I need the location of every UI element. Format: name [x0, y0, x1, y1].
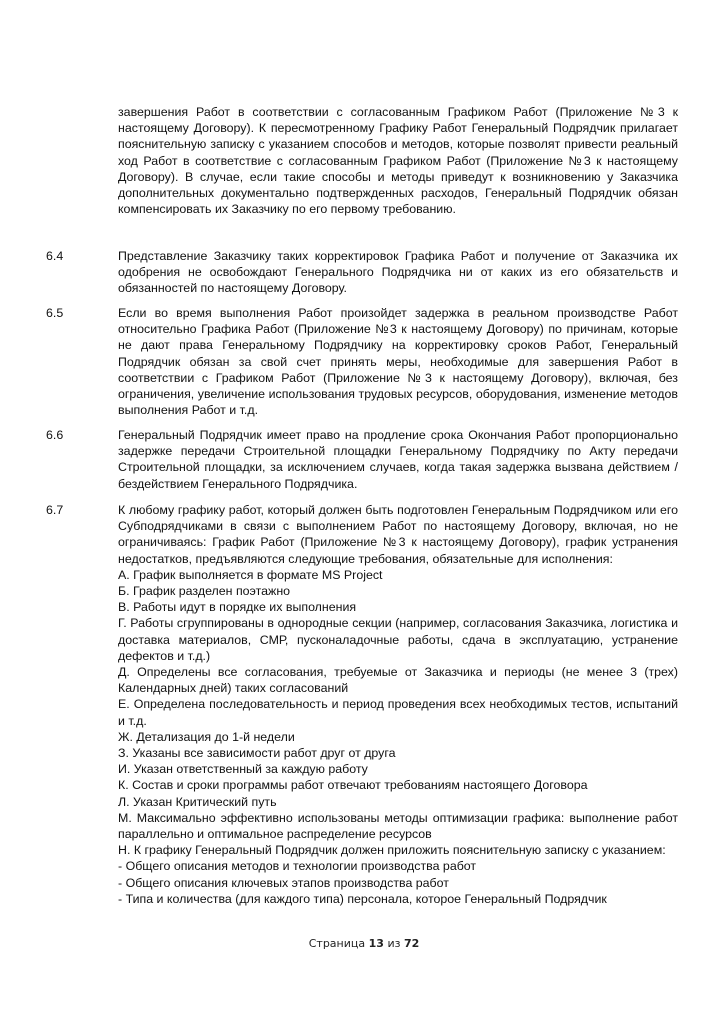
- section-text: Генеральный Подрядчик имеет право на продление срока Окончания Работ пропорционально задержке передачи Строительной площадки Генеральному Подрядчику по Акту передачи Строительной площадки, за исключением случаев, когда такая задержка вызвана действием / бездействием Генерального Подрядчика.: [118, 428, 678, 491]
- requirement-item: А. График выполняется в формате MS Project: [118, 567, 383, 582]
- footer-page-number: 13: [368, 937, 384, 950]
- section-text: Если во время выполнения Работ произойдет задержка в реальном производстве Работ относительно Графика Работ (Приложение №3 к настоящему Договору) по причинам, которые не дают права Генеральному Подрядчику на корректировку сроков Работ, Генеральный Подрядчик обязан за свой счет принять меры, необходимые для завершения Работ в соответствии с Графиком Работ (Приложение №3 к настоящему Договору), включая, без ограничения, увеличение использования трудовых ресурсов, оборудования, изменение методов выполнения Работ и т.д.: [118, 306, 678, 418]
- section-number: 6.5: [46, 306, 64, 320]
- section-text: Представление Заказчику таких корректировок Графика Работ и получение от Заказчика их одобрения не освобождают Генерального Подрядчика ни от каких из его обязательств и обязанностей по настоящему Договору.: [118, 249, 678, 296]
- footer-total-pages: 72: [403, 937, 420, 950]
- requirement-item: Г. Работы сгруппированы в однородные секции (например, согласования Заказчика, логистика и доставка материалов, СМР, пусконаладочные работы, сдача в эксплуатацию, устранение дефектов и т.д.): [118, 616, 678, 663]
- section-number: 6.4: [46, 249, 64, 263]
- requirement-item: В. Работы идут в порядке их выполнения: [118, 600, 357, 615]
- section-intro: К любому графику работ, который должен быть подготовлен Генеральным Подрядчиком или его Субподрядчиками в связи с выполнением Работ по настоящему Договору, включая, но не ограничиваясь: График Работ (Приложение №3 к настоящему Договору), график устранения недостатков, предъявляются следующие требования, обязательные для исполнения:: [118, 503, 678, 566]
- requirement-item: И. Указан ответственный за каждую работу: [118, 762, 368, 777]
- requirement-item: - Общего описания методов и технологии производства работ: [118, 859, 477, 874]
- requirement-item: З. Указаны все зависимости работ друг от друга: [118, 746, 396, 761]
- requirement-item: Л. Указан Критический путь: [118, 794, 277, 809]
- continuation-paragraph: завершения Работ в соответствии с согласованным Графиком Работ (Приложение №3 к настоящему Договору). К пересмотренному Графику Работ Генеральный Подрядчик прилагает пояснительную записку с указанием способов и методов, которые позволят привести реальный ход Работ в соответствие с согласованным Графиком Работ (Приложение №3 к настоящему Договору). В случае, если такие способы и методы приведут к возникновению у Заказчика дополнительных документально подтвержденных расходов, Генеральный Подрядчик обязан компенсировать их Заказчику по его первому требованию.: [118, 105, 678, 217]
- requirement-item: Д. Определены все согласования, требуемые от Заказчика и периоды (не менее 3 (трех) Календарных дней) таких согласований: [118, 665, 678, 696]
- section-number: 6.7: [46, 503, 64, 517]
- requirement-item: Н. К графику Генеральный Подрядчик должен приложить пояснительную записку с указанием:: [118, 843, 666, 858]
- requirement-item: Б. График разделен поэтажно: [118, 584, 291, 599]
- page-footer: [0, 937, 728, 950]
- footer-middle: из: [387, 937, 401, 950]
- requirement-item: Ж. Детализация до 1-й недели: [118, 729, 295, 744]
- section-number: 6.6: [46, 428, 64, 442]
- footer-prefix: Страница: [308, 937, 366, 950]
- section-text: [118, 502, 678, 907]
- requirement-item: - Типа и количества (для каждого типа) персонала, которое Генеральный Подрядчик: [118, 891, 607, 906]
- requirement-item: - Общего описания ключевых этапов производства работ: [118, 875, 449, 890]
- requirement-item: М. Максимально эффективно использованы методы оптимизации графика: выполнение работ параллельно и оптимальное распределение ресурсов: [118, 810, 678, 842]
- requirement-item: К. Состав и сроки программы работ отвечают требованиям настоящего Договора: [118, 778, 588, 793]
- requirement-item: Е. Определена последовательность и период проведения всех необходимых тестов, испытаний и т.д.: [118, 697, 678, 728]
